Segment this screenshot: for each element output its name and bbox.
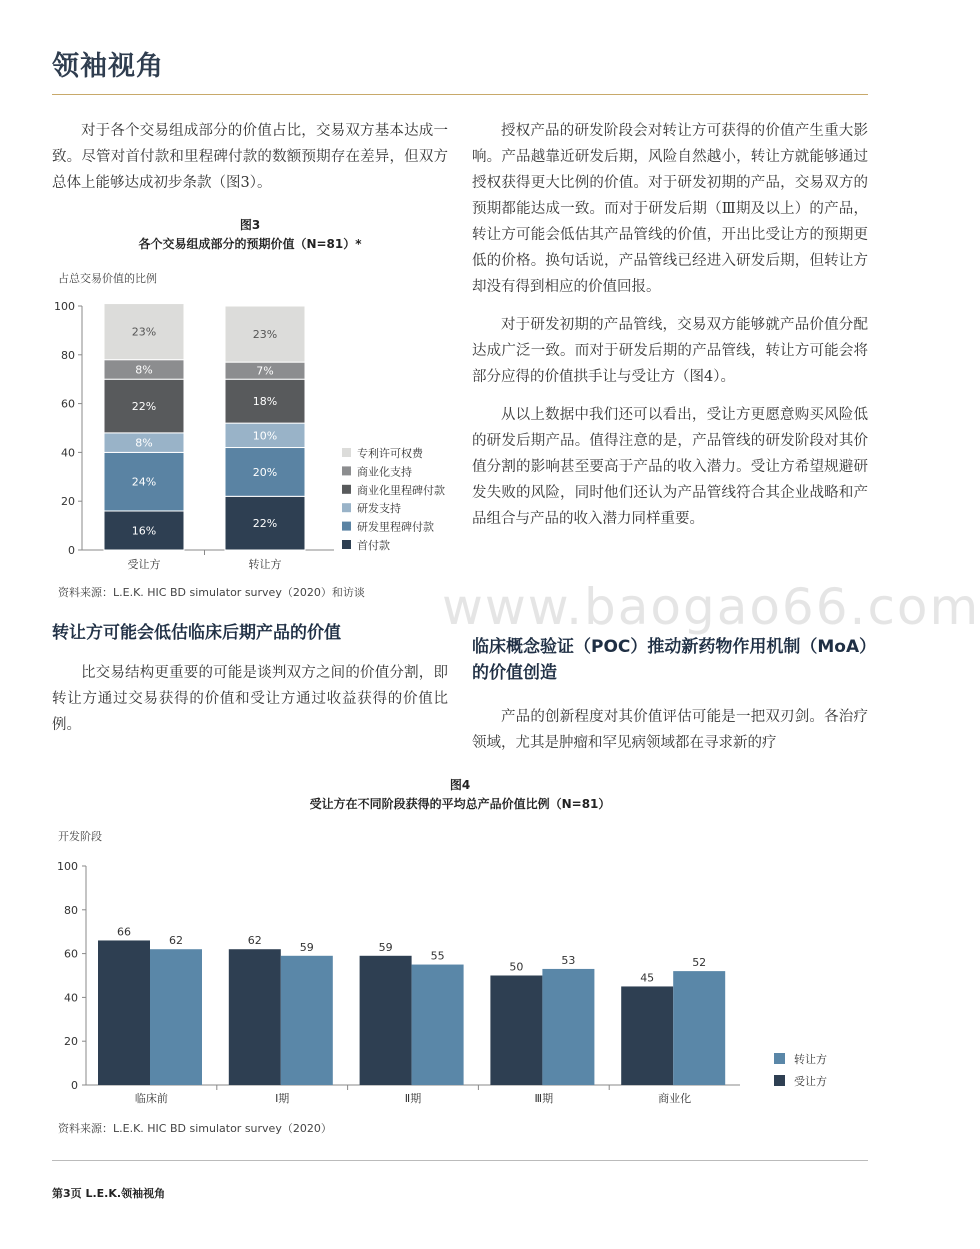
bar: [229, 949, 281, 1085]
data-label: 50: [509, 960, 524, 974]
bar: [621, 986, 673, 1085]
y-tick-label: 40: [61, 446, 75, 460]
figure4-label: 图4: [449, 778, 471, 792]
y-tick-label: 100: [54, 300, 75, 313]
legend-label: 商业化支持: [357, 465, 412, 479]
y-tick-label: 40: [64, 991, 78, 1005]
y-tick-label: 80: [61, 348, 75, 362]
data-label: 23%: [252, 328, 278, 342]
bar: [98, 940, 150, 1085]
left-column: [52, 118, 448, 208]
right-column-lower: [472, 704, 868, 768]
right-column: [472, 118, 868, 544]
x-tick-label: 商业化: [658, 1092, 692, 1105]
x-tick-label: Ⅲ期: [534, 1092, 554, 1105]
figure3-chart: [52, 290, 452, 580]
page-footer: 第3页 L.E.K.领袖视角: [52, 1187, 166, 1200]
legend-label: 研发支持: [357, 502, 401, 516]
data-label: 10%: [252, 429, 278, 443]
data-label: 22%: [131, 400, 157, 414]
bar: [150, 949, 202, 1085]
legend-label: 研发里程碑付款: [357, 520, 434, 534]
y-tick-label: 100: [57, 860, 78, 873]
data-label: 66: [117, 925, 131, 939]
figure3-y-axis-title: 占总交易价值的比例: [58, 272, 157, 285]
data-label: 45: [640, 971, 655, 985]
data-label: 53: [561, 953, 576, 967]
data-label: 55: [430, 949, 445, 963]
figure3-source: 资料来源：L.E.K. HIC BD simulator survey（2020）和访谈: [58, 586, 365, 599]
legend-label: 转让方: [794, 1053, 827, 1066]
y-tick-label: 60: [64, 947, 78, 961]
legend-swatch: [774, 1053, 785, 1064]
y-tick-label: 20: [61, 495, 75, 509]
data-label: 20%: [252, 465, 278, 479]
watermark: www.baogao66.com: [442, 578, 980, 636]
legend-swatch: [342, 522, 351, 531]
figure3-title: 各个交易组成部分的预期价值（N=81）*: [138, 237, 362, 251]
legend-label: 商业化里程碑付款: [357, 483, 445, 497]
figure4-title: 受让方在不同阶段获得的平均总产品价值比例（N=81）: [309, 797, 611, 811]
right-section-heading: 临床概念验证（POC）推动新药物作用机制（MoA）的价值创造: [472, 637, 868, 683]
legend-label: 受让方: [794, 1075, 827, 1088]
data-label: 59: [299, 940, 314, 954]
data-label: 52: [692, 956, 707, 970]
page-title: 领袖视角: [52, 51, 164, 82]
right-paragraph-1: 授权产品的研发阶段会对转让方可获得的价值产生重大影响。产品越靠近研发后期，风险自然越小，转让方就能够通过授权获得更大比例的价值。对于研发初期的产品，交易双方的预期都能达成一致。而对于研发后期（Ⅲ期及以上）的产品，转让方可能会低估其产品管线的价值，开出比受让方的预期更低的价格。换句话说，产品管线已经进入研发后期，但转让方却没有得到相应的价值回报。: [472, 123, 868, 295]
footer-divider: [52, 1160, 868, 1161]
y-tick-label: 20: [64, 1035, 78, 1049]
figure3-label: 图3: [239, 218, 261, 232]
legend-swatch: [342, 540, 351, 549]
legend-swatch: [342, 466, 351, 475]
left-column-lower: [52, 660, 448, 750]
data-label: 23%: [131, 325, 157, 339]
bar: [542, 969, 594, 1085]
figure4-chart: [52, 856, 868, 1116]
figure4-y-axis-title: 开发阶段: [58, 830, 102, 843]
y-tick-label: 0: [71, 1079, 78, 1092]
data-label: 8%: [135, 363, 153, 377]
data-label: 8%: [135, 436, 153, 450]
data-label: 22%: [252, 517, 278, 531]
left-paragraph-2: 比交易结构更重要的可能是谈判双方之间的价值分割，即转让方通过交易获得的价值和受让方通过收益获得的价值比例。: [52, 665, 448, 733]
figure4-source: 资料来源：L.E.K. HIC BD simulator survey（2020）: [58, 1122, 332, 1135]
y-tick-label: 60: [61, 397, 75, 411]
x-tick-label: Ⅱ期: [404, 1092, 422, 1105]
data-label: 24%: [131, 475, 157, 489]
header-divider: [52, 94, 868, 95]
y-tick-label: 0: [68, 544, 75, 557]
bar: [673, 971, 725, 1085]
right-paragraph-2: 对于研发初期的产品管线，交易双方能够就产品价值分配达成广泛一致。而对于研发后期的产品管线，转让方可能会将部分应得的价值拱手让与受让方（图4）。: [472, 317, 868, 385]
y-tick-label: 80: [64, 903, 78, 917]
data-label: 18%: [252, 395, 278, 409]
legend-swatch: [342, 503, 351, 512]
data-label: 62: [247, 934, 262, 948]
data-label: 7%: [256, 364, 274, 378]
x-tick-label: 受让方: [127, 558, 161, 571]
data-label: 62: [169, 934, 183, 948]
legend-swatch: [342, 448, 351, 457]
bar: [281, 956, 333, 1085]
legend-swatch: [774, 1075, 785, 1086]
data-label: 16%: [131, 524, 157, 538]
x-tick-label: 临床前: [134, 1092, 168, 1105]
bar: [412, 965, 464, 1085]
legend-label: 首付款: [357, 539, 390, 552]
data-label: 59: [378, 940, 393, 954]
bar: [360, 956, 412, 1085]
legend-label: 专利许可权费: [357, 447, 423, 460]
right-paragraph-3: 从以上数据中我们还可以看出，受让方更愿意购买风险低的研发后期产品。值得注意的是，产品管线的研发阶段对其价值分割的影响甚至要高于产品的收入潜力。受让方希望规避研发失败的风险，同时他们还认为产品管线符合其企业战略和产品组合与产品的收入潜力同样重要。: [472, 407, 868, 527]
right-paragraph-4: 产品的创新程度对其价值评估可能是一把双刃剑。各治疗领域，尤其是肿瘤和罕见病领域都在寻求新的疗: [472, 709, 868, 751]
x-tick-label: 转让方: [248, 558, 282, 571]
left-section-heading: 转让方可能会低估临床后期产品的价值: [52, 623, 341, 643]
legend-swatch: [342, 485, 351, 494]
x-tick-label: Ⅰ期: [275, 1092, 290, 1105]
left-paragraph-1: 对于各个交易组成部分的价值占比，交易双方基本达成一致。尽管对首付款和里程碑付款的数额预期存在差异，但双方总体上能够达成初步条款（图3）。: [52, 123, 448, 191]
bar: [490, 976, 542, 1086]
